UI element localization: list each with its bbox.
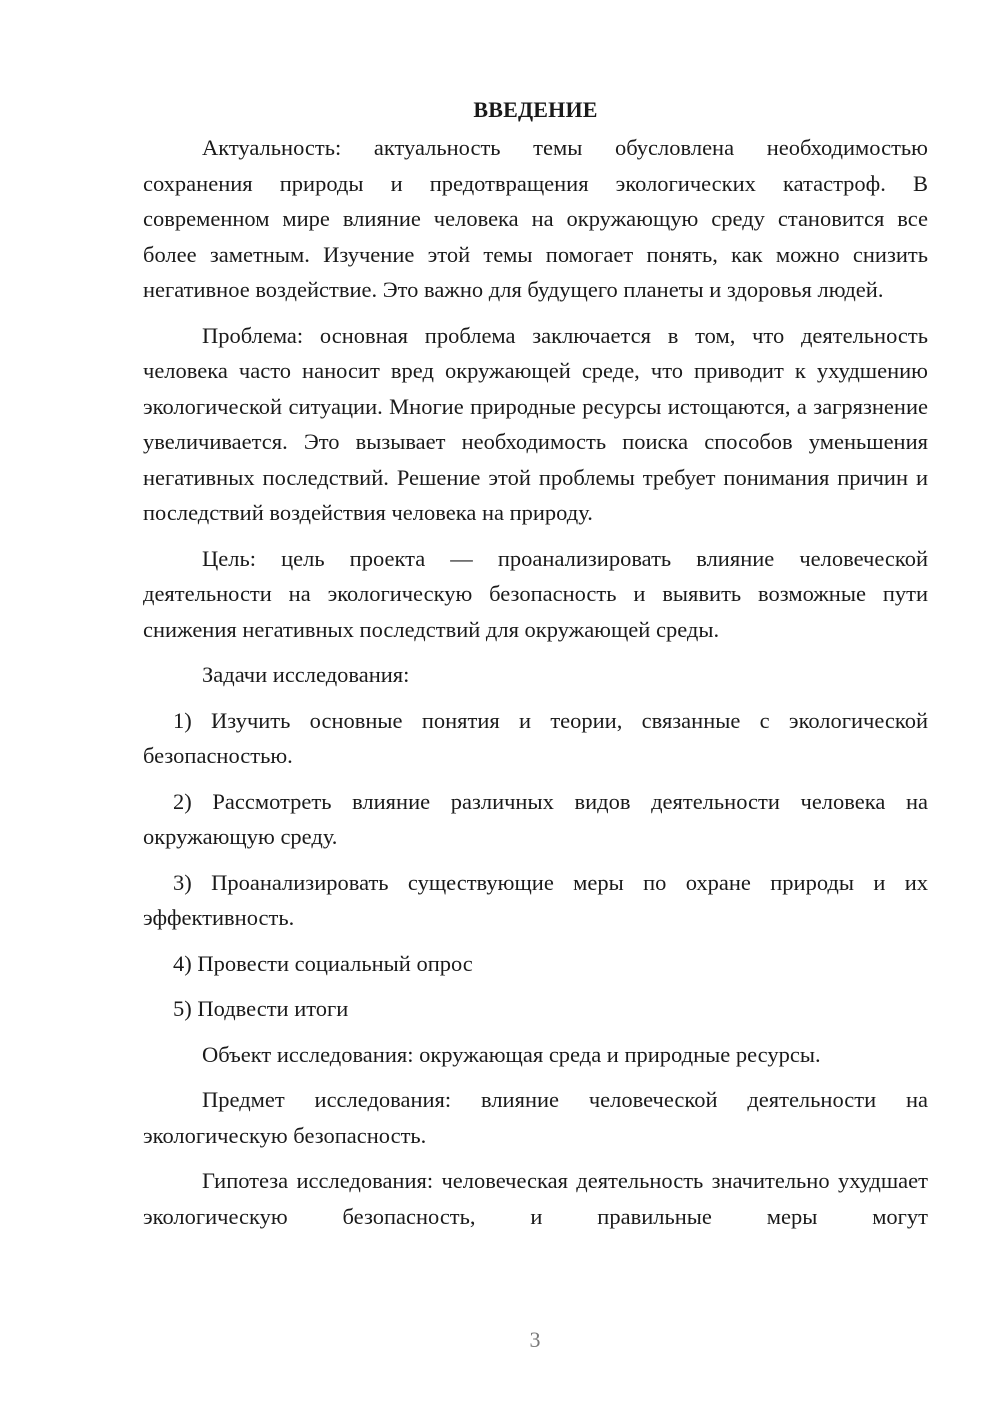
problem-paragraph: Проблема: основная проблема заключается в том, что деятельность человека часто наносит вред окружающей среде, что приводит к ухудшению экологической ситуации. Многие природные ресурсы истощаются, а загрязнение увеличивается. Это вызывает необходимость поиска способов уменьшения негативных последствий. Решение этой проблемы требует понимания причин и последствий воздействия человека на природу.	[143, 322, 928, 525]
object-paragraph: Объект исследования: окружающая среда и природные ресурсы.	[202, 1041, 821, 1067]
task-item-2: 2) Рассмотреть влияние различных видов деятельности человека на окружающую среду.	[143, 788, 928, 849]
relevance-paragraph: Актуальность: актуальность темы обусловлена необходимостью сохранения природы и предотвращения экологических катастроф. В современном мире влияние человека на окружающую среду становится все более заметным. Изучение этой темы помогает понять, как можно снизить негативное воздействие. Это важно для будущего планеты и здоровья людей.	[143, 135, 928, 302]
goal-paragraph: Цель: цель проекта — проанализировать влияние человеческой деятельности на экологическую безопасность и выявить возможные пути снижения негативных последствий для окружающей среды.	[143, 545, 928, 642]
subject-paragraph: Предмет исследования: влияние человеческой деятельности на экологическую безопасность.	[143, 1087, 928, 1148]
document-page	[143, 92, 928, 1234]
tasks-heading: Задачи исследования:	[202, 662, 410, 687]
task-item-5: 5) Подвести итоги	[173, 996, 349, 1021]
task-item-3: 3) Проанализировать существующие меры по охране природы и их эффективность.	[143, 869, 928, 930]
task-item-4: 4) Провести социальный опрос	[173, 950, 473, 976]
task-item-1: 1) Изучить основные понятия и теории, связанные с экологической безопасностью.	[143, 707, 928, 768]
hypothesis-paragraph: Гипотеза исследования: человеческая деятельность значительно ухудшает экологическую безопасность, и правильные меры могут	[143, 1168, 928, 1229]
section-title: ВВЕДЕНИЕ	[473, 97, 598, 122]
page-number: 3	[529, 1327, 541, 1352]
